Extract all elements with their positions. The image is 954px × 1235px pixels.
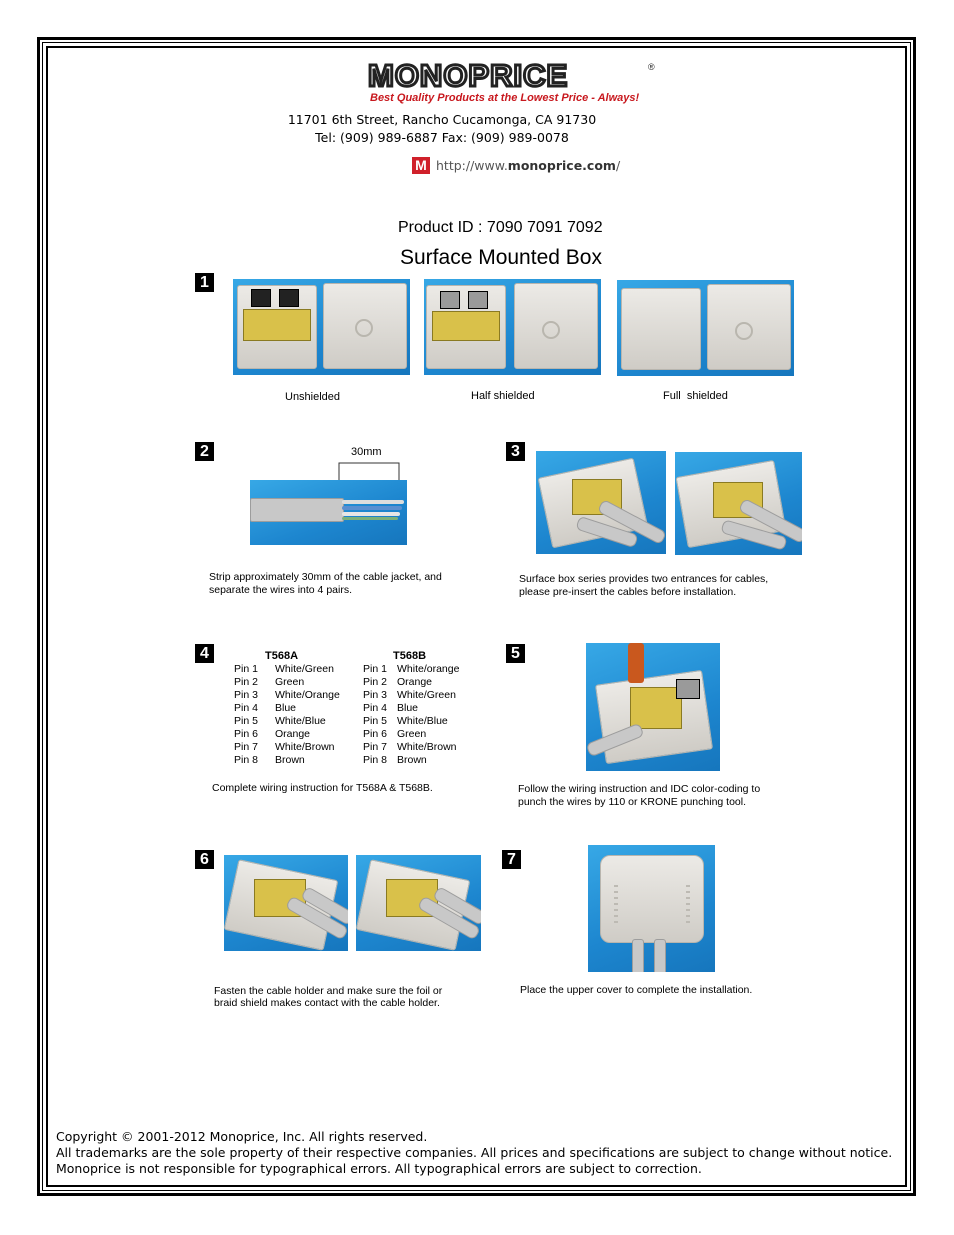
caption-full-shielded: Full shielded	[663, 390, 728, 402]
t568a-row: Pin 8 Brown	[234, 754, 305, 766]
t568b-title: T568B	[393, 650, 427, 662]
t568a-row: Pin 7 White/Brown	[234, 741, 335, 753]
t568b-row: Pin 6 Green	[363, 728, 427, 740]
t568b-row: Pin 4 Blue	[363, 702, 419, 714]
t568a-row: Pin 5 White/Blue	[234, 715, 326, 727]
copyright-line: Copyright © 2001-2012 Monoprice, Inc. All rights reserved.	[56, 1129, 428, 1144]
pre-inserted-cables-photo-2	[675, 452, 802, 555]
document-title: Surface Mounted Box	[400, 246, 602, 269]
t568a-row: Pin 6 Orange	[234, 728, 311, 740]
trademark-line: All trademarks are the sole property of their respective companies. All prices and specifications are subject to change without notice.	[56, 1145, 893, 1160]
t568a-row: Pin 1 White/Green	[234, 663, 334, 675]
step-6-badge: 6	[195, 850, 214, 869]
finished-box-photo	[588, 845, 715, 972]
step-7-badge: 7	[502, 850, 521, 869]
website-link-row[interactable]	[412, 156, 620, 174]
monoprice-logo	[368, 58, 660, 92]
website-url[interactable]: http://www.monoprice.com/	[436, 157, 621, 173]
t568b-row: Pin 1 White/orange	[363, 663, 460, 675]
step-3-badge: 3	[506, 442, 525, 461]
t568a-row: Pin 4 Blue	[234, 702, 297, 714]
pre-inserted-cables-photo-1	[536, 451, 666, 554]
t568b-pin-table	[363, 663, 459, 767]
step-1-badge: 1	[195, 273, 214, 292]
step-3-caption-line-1: Surface box series provides two entrances for cables,	[519, 573, 769, 585]
t568b-row: Pin 8 Brown	[363, 754, 427, 766]
t568a-pin-table	[234, 663, 340, 767]
logo-text: MONOPRICE	[368, 58, 569, 92]
full-shielded-box-photo	[617, 280, 794, 376]
step-6-caption-line-2: braid shield makes contact with the cable holder.	[214, 997, 440, 1009]
step-2-caption-line-2: separate the wires into 4 pairs.	[209, 584, 352, 596]
step-5-badge: 5	[506, 644, 525, 663]
step-3-caption-line-2: please pre-insert the cables before installation.	[519, 586, 737, 598]
footer	[56, 1129, 892, 1177]
step-2-badge: 2	[195, 442, 214, 461]
t568b-row: Pin 5 White/Blue	[363, 715, 448, 727]
tagline: Best Quality Products at the Lowest Price - Always!	[370, 92, 640, 104]
step-6-caption-line-1: Fasten the cable holder and make sure the foil or	[214, 985, 443, 997]
company-phone-fax: Tel: (909) 989-6887 Fax: (909) 989-0078	[315, 130, 569, 145]
caption-half-shielded: Half shielded	[471, 390, 535, 402]
cable-holder-photo-1	[224, 855, 348, 951]
page-border-inner	[46, 46, 907, 1187]
caption-unshielded: Unshielded	[285, 391, 341, 403]
step-5-caption-line-2: punch the wires by 110 or KRONE punching tool.	[518, 796, 747, 808]
company-address: 11701 6th Street, Rancho Cucamonga, CA 91730	[287, 112, 597, 127]
svg-text:®: ®	[648, 62, 655, 72]
t568a-row: Pin 3 White/Orange	[234, 689, 340, 701]
cable-holder-photo-2	[356, 855, 481, 951]
product-id: Product ID : 7090 7091 7092	[398, 219, 603, 236]
step-4-caption: Complete wiring instruction for T568A & T568B.	[212, 782, 433, 794]
monoprice-m-icon: M	[412, 157, 430, 174]
step-2-caption-line-1: Strip approximately 30mm of the cable jacket, and	[209, 571, 442, 583]
half-shielded-box-photo	[424, 279, 601, 375]
t568b-row: Pin 2 Orange	[363, 676, 433, 688]
t568b-row: Pin 3 White/Green	[363, 689, 456, 701]
punch-down-tool-photo	[586, 643, 720, 771]
step-7-caption: Place the upper cover to complete the installation.	[520, 984, 753, 996]
unshielded-box-photo	[233, 279, 410, 375]
t568a-title: T568A	[265, 650, 299, 662]
measure-label: 30mm	[351, 446, 382, 458]
step-4-badge: 4	[195, 644, 214, 663]
errors-line: Monoprice is not responsible for typographical errors. All typographical errors are subject to correction.	[56, 1161, 702, 1176]
stripped-cable-photo	[250, 480, 407, 545]
step-5-caption-line-1: Follow the wiring instruction and IDC color-coding to	[518, 783, 761, 795]
t568a-row: Pin 2 Green	[234, 676, 305, 688]
t568b-row: Pin 7 White/Brown	[363, 741, 457, 753]
